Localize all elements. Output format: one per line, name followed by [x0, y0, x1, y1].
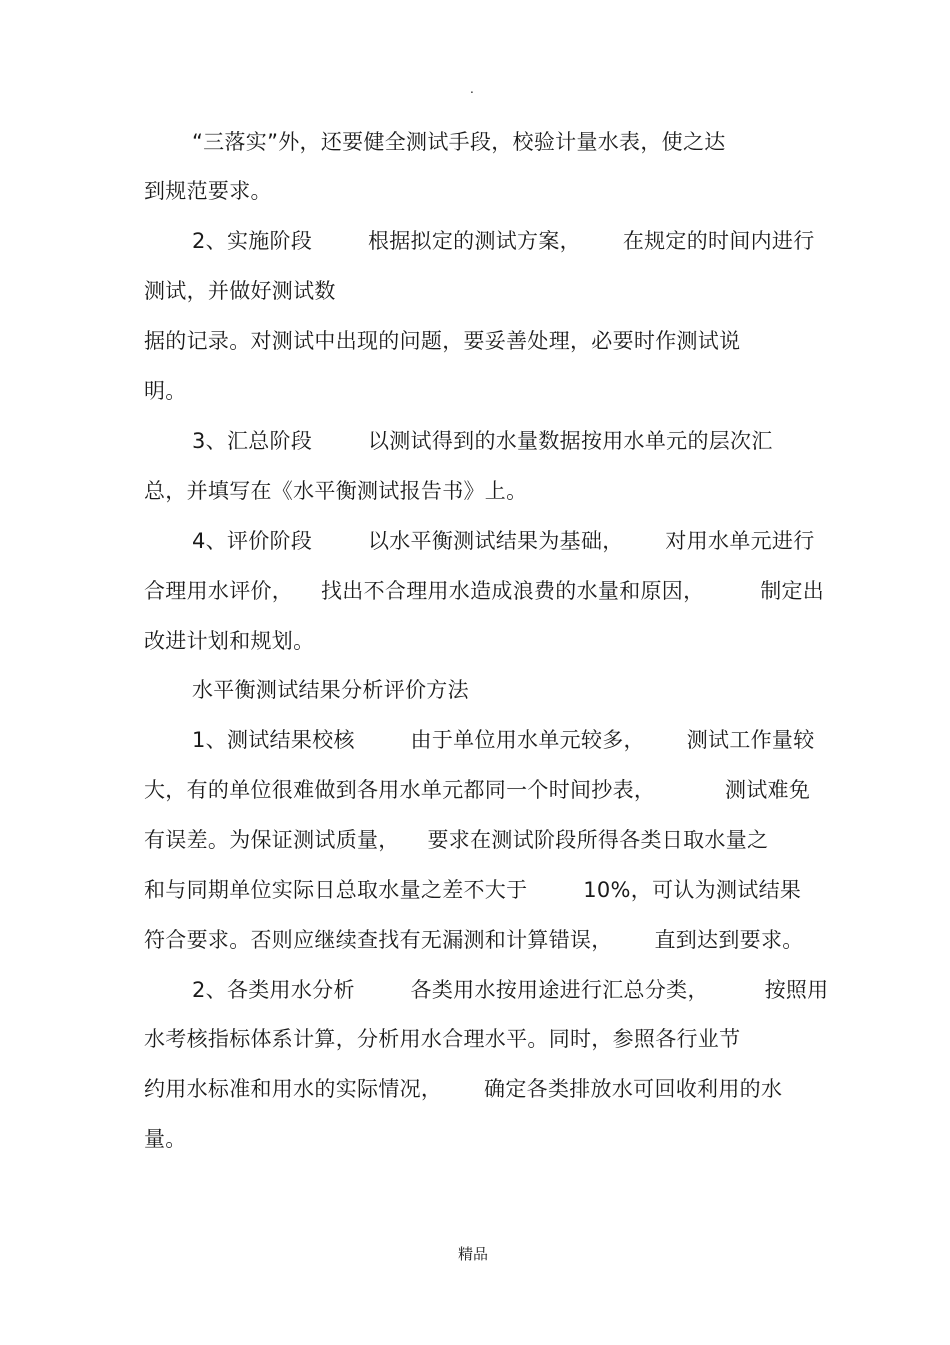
text-line: 大，有的单位很难做到各用水单元都同一个时间抄表， 测试难免 [144, 778, 811, 802]
text-line: 和与同期单位实际日总取水量之差不大于 10%，可认为测试结果 [144, 878, 802, 902]
text-line: 2、各类用水分析 各类用水按用途进行汇总分类， 按照用 [192, 978, 829, 1002]
text-line: 明。 [144, 379, 187, 403]
header-mark: . [470, 82, 474, 96]
text-line: 3、汇总阶段 以测试得到的水量数据按用水单元的层次汇 [192, 429, 773, 453]
text-line: 改进计划和规划。 [144, 629, 315, 653]
section-heading: 水平衡测试结果分析评价方法 [192, 678, 469, 702]
text-line: “三落实”外，还要健全测试手段，校验计量水表，使之达 [192, 130, 726, 154]
text-line: 有误差。为保证测试质量， 要求在测试阶段所得各类日取水量之 [144, 828, 769, 852]
text-line: 1、测试结果校核 由于单位用水单元较多， 测试工作量较 [192, 728, 815, 752]
text-line: 总，并填写在《水平衡测试报告书》上。 [144, 479, 528, 503]
text-line: 约用水标准和用水的实际情况， 确定各类排放水可回收利用的水 [144, 1077, 783, 1101]
text-line: 量。 [144, 1127, 187, 1151]
text-line: 水考核指标体系计算，分析用水合理水平。同时，参照各行业节 [144, 1027, 741, 1051]
text-line: 2、实施阶段 根据拟定的测试方案， 在规定的时间内进行 [192, 229, 815, 253]
text-line: 据的记录。对测试中出现的问题，要妥善处理，必要时作测试说 [144, 329, 741, 353]
text-line: 到规范要求。 [144, 179, 272, 203]
text-line: 符合要求。否则应继续查找有无漏测和计算错误， 直到达到要求。 [144, 928, 804, 952]
page-footer: 精品 [458, 1245, 489, 1263]
text-line: 4、评价阶段 以水平衡测试结果为基础， 对用水单元进行 [192, 529, 815, 553]
text-line: 合理用水评价， 找出不合理用水造成浪费的水量和原因， 制定出 [144, 579, 825, 603]
text-line: 测试，并做好测试数 [144, 279, 336, 303]
